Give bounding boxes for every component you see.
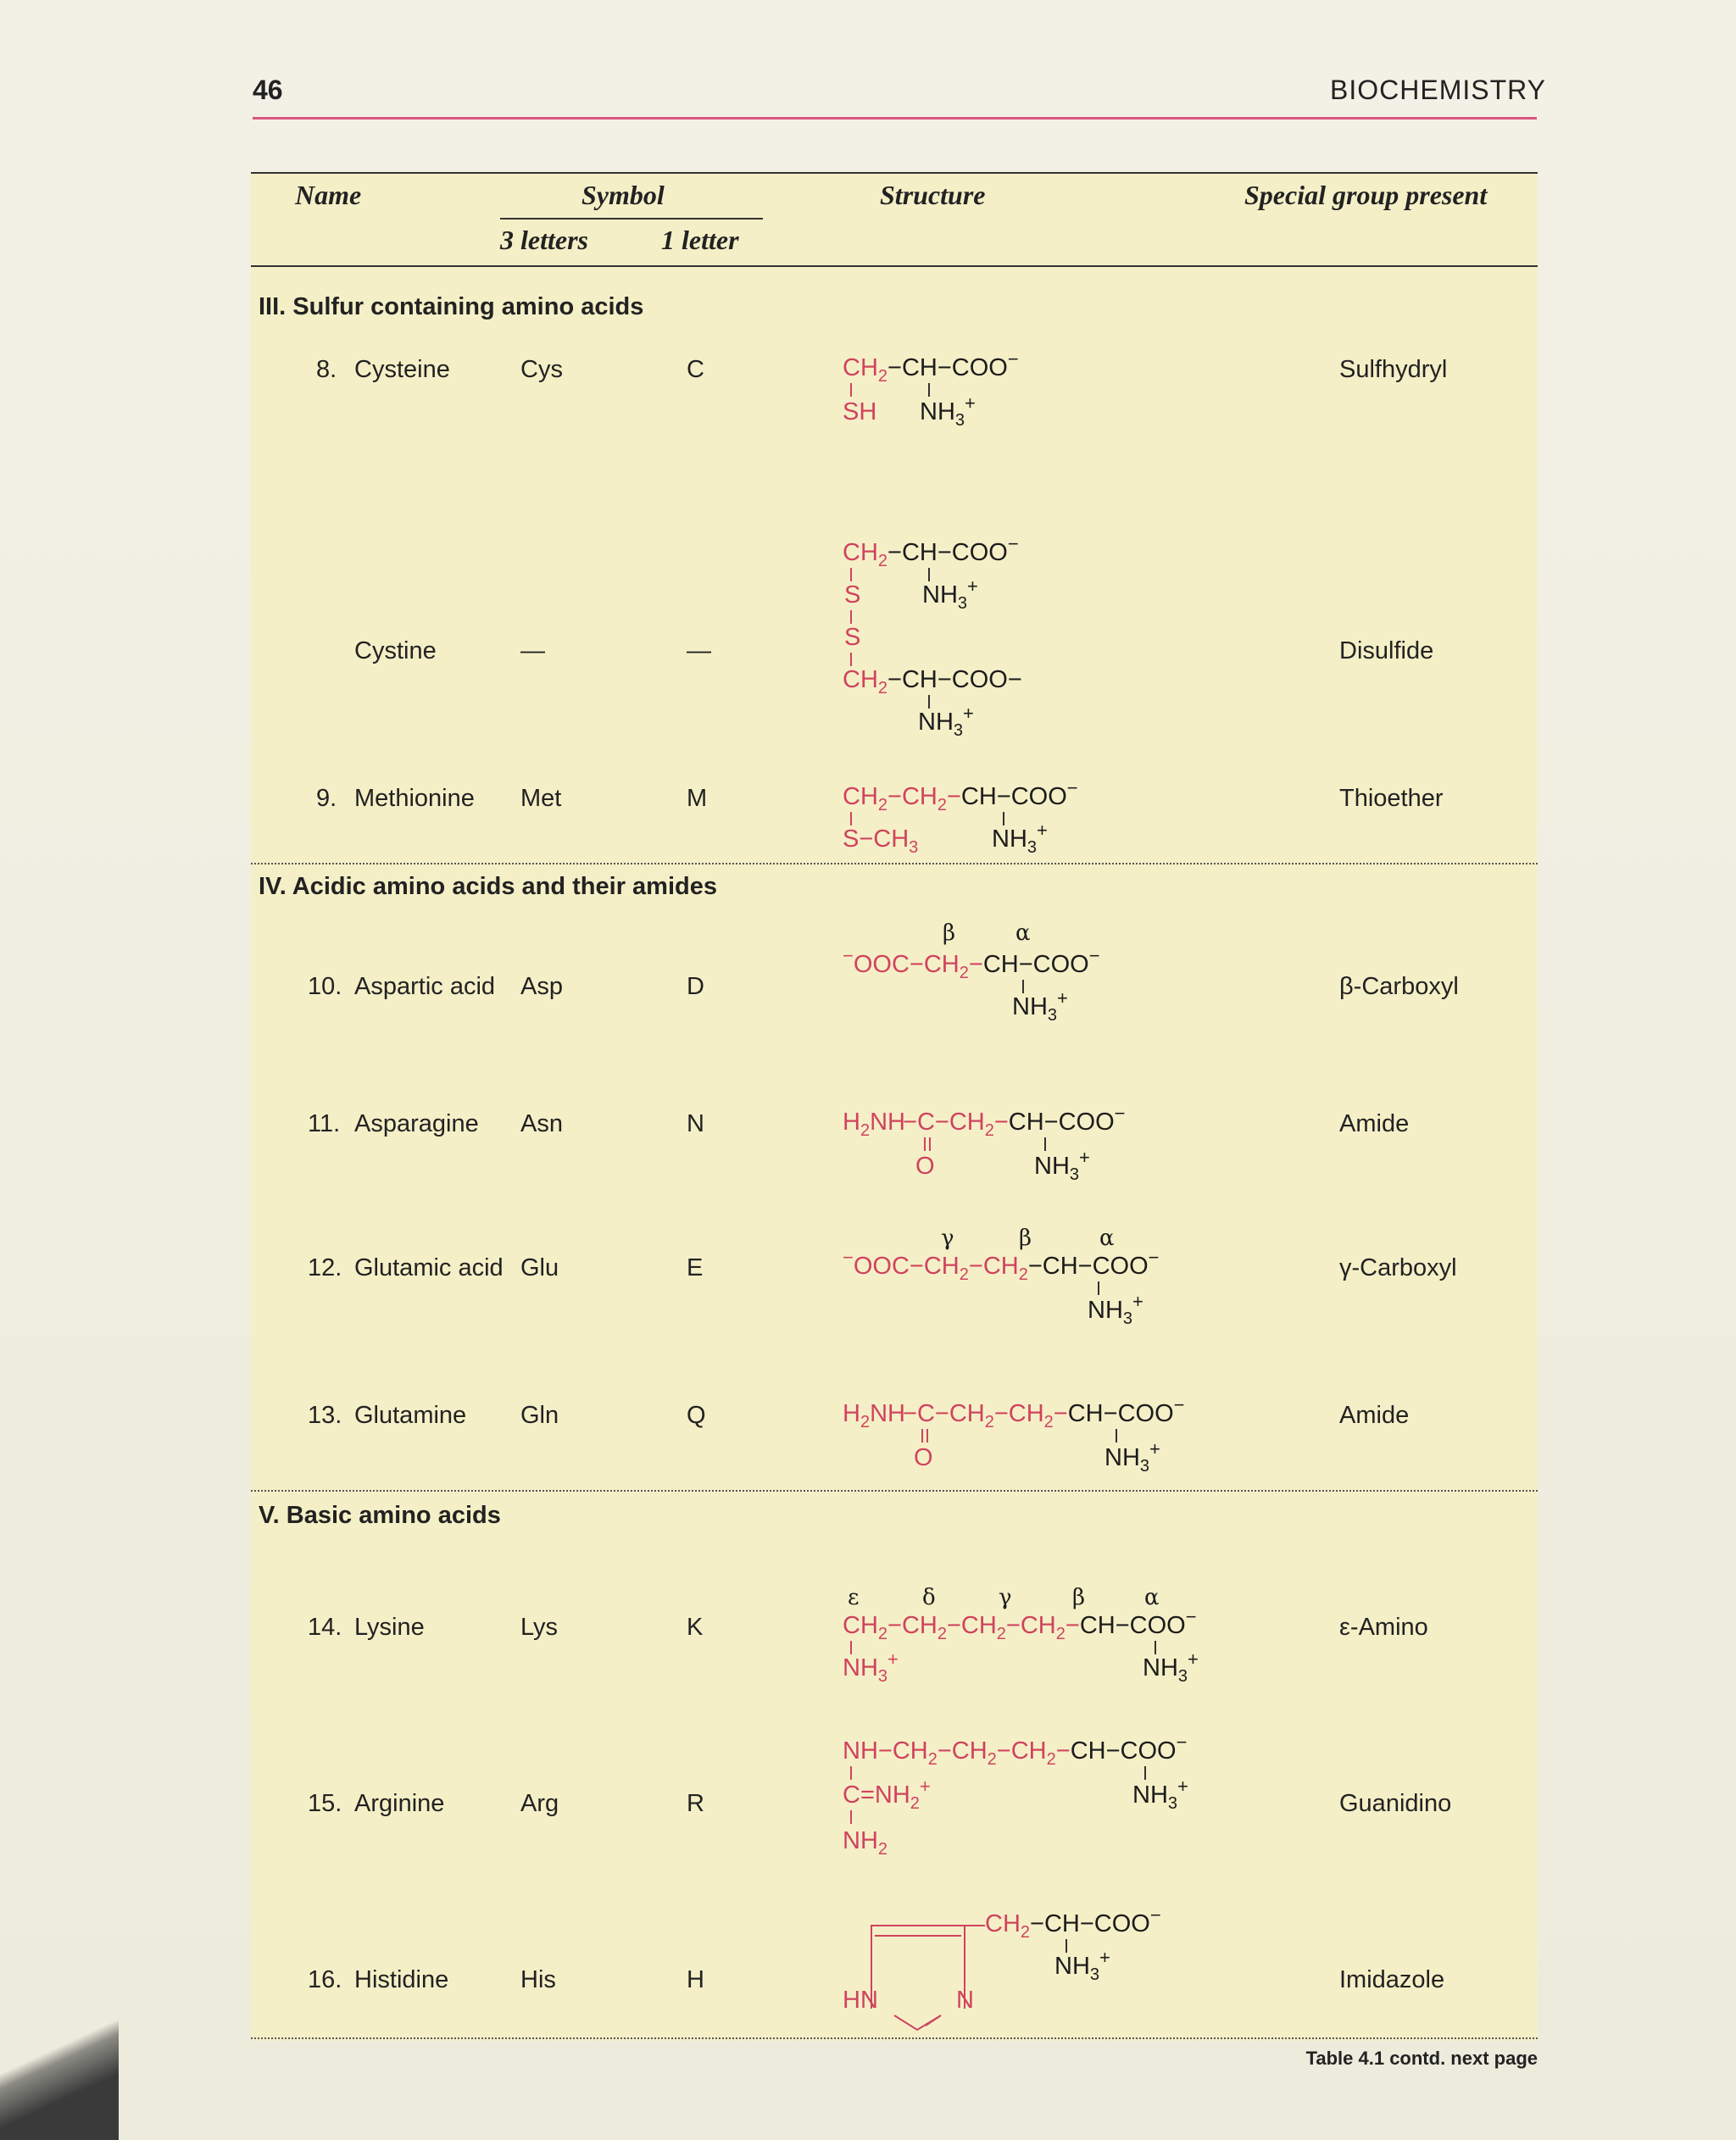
alpha-label: α: [1099, 1226, 1115, 1251]
col-header-3-letters: 3 letters: [500, 225, 588, 255]
carbonyl-oxygen: O: [915, 1153, 935, 1180]
alpha-label: α: [1144, 1585, 1160, 1610]
special-group: Sulfhydryl: [1339, 356, 1448, 383]
section-heading: III. Sulfur containing amino acids: [259, 293, 644, 320]
bond: [928, 695, 930, 709]
header-bottom-rule: [251, 265, 1538, 267]
page-fold-shadow: [0, 1975, 119, 2140]
sulfur-atom: S: [844, 581, 861, 609]
table-top-rule: [251, 172, 1538, 174]
three-letter-code: Met: [520, 785, 562, 812]
beta-label: β: [1072, 1585, 1086, 1610]
ammonium-group: $NH_3^+$: [1104, 1438, 1160, 1476]
special-group: Amide: [1339, 1402, 1410, 1429]
ammonium-group: $NH_3^+$: [1143, 1648, 1199, 1686]
bond: [928, 383, 930, 397]
section-divider: [251, 863, 1538, 864]
gamma-label: γ: [999, 1585, 1012, 1610]
three-letter-code: His: [520, 1966, 556, 1993]
special-group: Amide: [1339, 1110, 1410, 1137]
col-header-1-letter: 1 letter: [661, 225, 739, 255]
bond: [850, 1766, 852, 1780]
beta-label: β: [943, 920, 956, 946]
double-bond: [929, 1137, 931, 1151]
row-number: 8.: [316, 356, 337, 383]
bond: [1066, 1939, 1067, 1953]
bond: [850, 1810, 852, 1824]
structure-methionine: $CH_2-CH_2-CH-COO^-$: [843, 777, 1078, 814]
bond: [850, 653, 852, 666]
structure-glutamine: $H_2NH$: [843, 1400, 905, 1431]
amino-group: $NH_2$: [843, 1827, 888, 1859]
guanidino-group: $C=NH_2^+$: [843, 1776, 931, 1813]
three-letter-code: Asp: [520, 973, 563, 1000]
bond: [850, 812, 852, 825]
one-letter-code: D: [687, 973, 704, 1000]
structure-glutamic-acid: $^-OOC-CH_2-CH_2-CH-COO^-$: [843, 1247, 1160, 1284]
one-letter-code: H: [687, 1966, 704, 1993]
sulfur-atom: S: [844, 624, 861, 651]
one-letter-code: —: [687, 637, 711, 664]
one-letter-code: R: [687, 1790, 704, 1817]
special-group: Guanidino: [1339, 1790, 1452, 1817]
row-number: 11.: [308, 1110, 341, 1137]
ammonium-group: $NH_3^+$: [1054, 1947, 1110, 1984]
bond: [850, 1641, 852, 1654]
sulfhydryl-group: SH: [843, 398, 877, 425]
amino-acid-name: Arginine: [354, 1790, 445, 1817]
ammonium-group: $NH_3^+$: [920, 392, 976, 430]
structure-glutamine-chain: $-C-CH_2-CH_2-CH-COO^-$: [903, 1394, 1185, 1431]
bond: [1022, 980, 1024, 993]
bond: [850, 568, 852, 581]
amino-acid-name: Lysine: [354, 1614, 425, 1641]
one-letter-code: K: [687, 1614, 704, 1641]
table-continuation-note: Table 4.1 contd. next page: [1305, 2048, 1538, 2069]
row-number: 15.: [308, 1790, 342, 1817]
bond: [850, 383, 852, 397]
one-letter-code: M: [687, 785, 708, 812]
ammonium-group: $NH_3^+$: [918, 703, 974, 740]
delta-label: δ: [922, 1585, 936, 1610]
structure-cystine-top: $CH_2-CH-COO^-$: [843, 533, 1019, 570]
bond: [1144, 1766, 1146, 1780]
three-letter-code: —: [520, 637, 545, 664]
structure-aspartic-acid: $^-OOC-CH_2-CH-COO^-$: [843, 945, 1100, 982]
col-header-structure: Structure: [880, 180, 986, 210]
amino-acid-name: Cystine: [354, 637, 437, 664]
one-letter-code: N: [687, 1110, 704, 1137]
imidazole-ring-icon: [856, 1915, 992, 2034]
ammonium-group: $NH_3^+$: [1132, 1776, 1188, 1813]
bond: [928, 568, 930, 581]
one-letter-code: C: [687, 356, 704, 383]
page-header-title: BIOCHEMISTRY: [1330, 75, 1546, 105]
amino-acid-name: Glutamine: [354, 1402, 467, 1429]
special-group: Imidazole: [1339, 1966, 1445, 1993]
symbol-underline: [500, 218, 763, 220]
amino-acid-name: Aspartic acid: [354, 973, 496, 1000]
structure-arginine: $NH-CH_2-CH_2-CH_2-CH-COO^-$: [843, 1731, 1188, 1769]
ammonium-group: $NH_3^+$: [992, 820, 1048, 857]
disulfide-bond: [850, 610, 852, 624]
bond: [1044, 1137, 1046, 1151]
row-number: 10.: [308, 973, 342, 1000]
row-number: 13.: [308, 1402, 342, 1429]
row-number: 12.: [308, 1254, 342, 1281]
table-bottom-divider: [251, 2037, 1538, 2039]
amino-acid-name: Methionine: [354, 785, 475, 812]
thioether-group: $S-CH_3$: [843, 825, 919, 857]
special-group: γ-Carboxyl: [1339, 1254, 1457, 1281]
col-header-special-group: Special group present: [1244, 180, 1488, 210]
row-number: 16.: [308, 1966, 342, 1993]
gamma-label: γ: [941, 1226, 954, 1251]
carbonyl-oxygen: O: [914, 1444, 933, 1471]
double-bond: [926, 1429, 928, 1442]
alpha-label: α: [1015, 920, 1031, 946]
structure-asparagine-chain: $-C-CH_2-CH-COO^-$: [903, 1103, 1126, 1140]
structure-cysteine: $CH_2-CH-COO^-$: [843, 348, 1019, 386]
section-heading: V. Basic amino acids: [259, 1502, 501, 1529]
three-letter-code: Arg: [520, 1790, 559, 1817]
section-heading: IV. Acidic amino acids and their amides: [259, 873, 717, 900]
amino-acid-name: Glutamic acid: [354, 1254, 504, 1281]
row-number: 14.: [308, 1614, 342, 1641]
structure-asparagine: $H_2NH$: [843, 1109, 905, 1140]
bond: [1155, 1641, 1156, 1654]
three-letter-code: Glu: [520, 1254, 559, 1281]
structure-lysine: $CH_2-CH_2-CH_2-CH_2-CH-COO^-$: [843, 1606, 1197, 1643]
ammonium-group: $NH_3^+$: [1012, 987, 1068, 1025]
page-number: 46: [253, 75, 283, 105]
col-header-symbol: Symbol: [581, 180, 665, 210]
double-bond: [924, 1137, 926, 1151]
header-rule: [253, 117, 1537, 120]
three-letter-code: Gln: [520, 1402, 559, 1429]
bond: [1116, 1429, 1117, 1442]
three-letter-code: Asn: [520, 1110, 563, 1137]
ring-n: N: [956, 1987, 974, 2014]
structure-histidine-chain: $CH_2-CH-COO^-$: [985, 1904, 1161, 1942]
epsilon-label: ε: [848, 1585, 860, 1610]
bond: [1003, 812, 1004, 825]
special-group: ε-Amino: [1339, 1614, 1428, 1641]
special-group: Thioether: [1339, 785, 1444, 812]
one-letter-code: E: [687, 1254, 704, 1281]
amino-acid-name: Histidine: [354, 1966, 449, 1993]
col-header-name: Name: [295, 180, 362, 210]
ammonium-group: $NH_3^+$: [1088, 1291, 1143, 1328]
amino-acid-name: Cysteine: [354, 356, 450, 383]
beta-label: β: [1019, 1226, 1032, 1251]
three-letter-code: Lys: [520, 1614, 559, 1641]
special-group: Disulfide: [1339, 637, 1434, 664]
ammonium-group: $NH_3^+$: [922, 575, 978, 613]
double-bond: [921, 1429, 923, 1442]
amino-acid-name: Asparagine: [354, 1110, 479, 1137]
epsilon-amino-group: $NH_3^+$: [843, 1648, 899, 1686]
row-number: 9.: [316, 785, 337, 812]
bond: [1098, 1281, 1099, 1295]
special-group: β-Carboxyl: [1339, 973, 1459, 1000]
section-divider: [251, 1490, 1538, 1492]
ring-nh: HN: [843, 1987, 878, 2014]
structure-cystine-bottom: $CH_2-CH-COO-$: [843, 666, 1022, 698]
one-letter-code: Q: [687, 1402, 706, 1429]
three-letter-code: Cys: [520, 356, 563, 383]
ammonium-group: $NH_3^+$: [1034, 1147, 1090, 1184]
